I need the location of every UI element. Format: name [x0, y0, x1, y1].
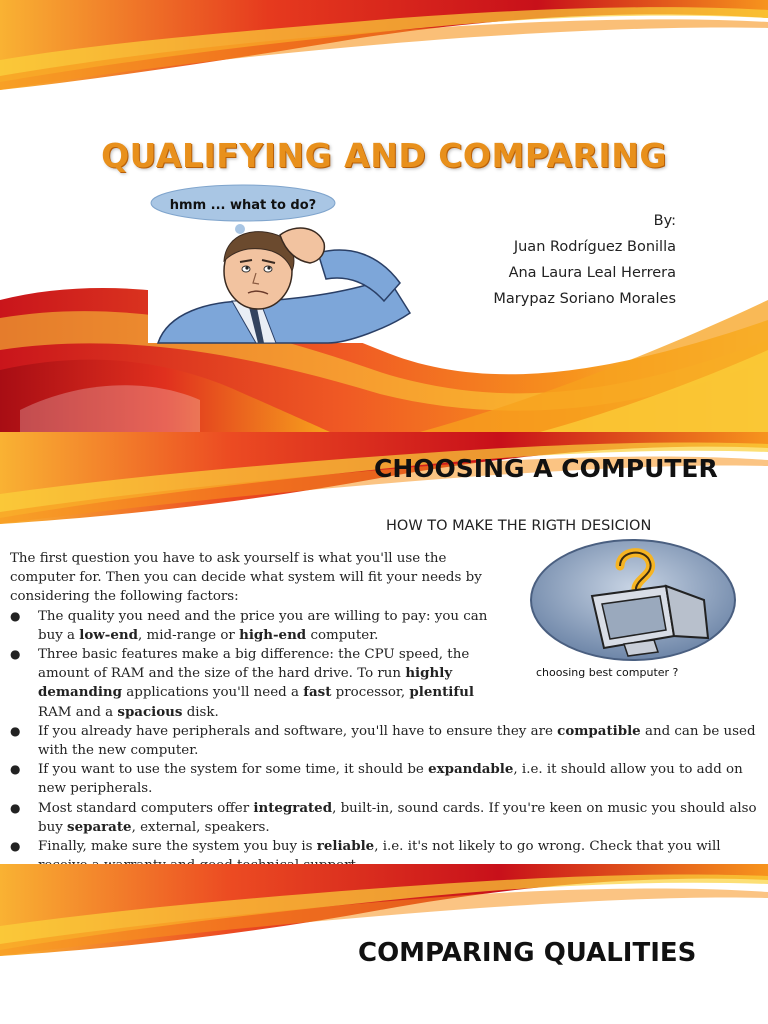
confused-man-illustration [148, 183, 418, 343]
list-item: ● If you already have peripherals and software, you'll have to ensure they are compatible and can be used with the new computer. [10, 722, 765, 760]
slide-subheading: HOW TO MAKE THE RIGTH DESICION [386, 518, 652, 534]
slide-title [0, 0, 768, 432]
by-label: By: [653, 213, 676, 229]
list-item: ● Three basic features make a big difference: the CPU speed, the amount of RAM and the size of the hard drive. To run highly demanding applications you'll need a fast processor, plentiful RAM and a spacious disk. [10, 645, 765, 722]
author-name: Ana Laura Leal Herrera [508, 265, 676, 281]
author-list [493, 208, 676, 312]
list-item: ● The quality you need and the price you are willing to pay: you can buy a low-end, mid-range or high-end computer. [10, 607, 500, 645]
slide-comparing-qualities [0, 864, 768, 1024]
list-item: ● Finally, make sure the system you buy is reliable, i.e. it's not likely to go wrong. Check that you will [10, 837, 765, 875]
factors-text [10, 549, 765, 875]
thought-bubble-text: hmm ... what to do? [169, 198, 317, 213]
list-item: ● If you want to use the system for some time, it should be expandable, i.e. it should allow you to add on new peripherals. [10, 760, 765, 798]
slide-heading: COMPARING QUALITIES [358, 938, 697, 968]
list-item: ● Most standard computers offer integrated, built-in, sound cards. If you're keen on music you should also buy separate, external, speakers. [10, 799, 765, 837]
presentation-title: QUALIFYING AND COMPARING [101, 136, 667, 175]
slide-choosing-computer [0, 432, 768, 864]
intro-paragraph: The first question you have to ask yourself is what you'll use the computer for. Then you can decide what system will fit your needs by considering the following factors: [10, 551, 482, 605]
author-name: Marypaz Soriano Morales [493, 291, 676, 307]
slide-heading: CHOOSING A COMPUTER [374, 454, 718, 483]
factor-list [10, 607, 765, 876]
author-name: Juan Rodríguez Bonilla [513, 239, 676, 255]
image-caption: choosing best computer ? [536, 666, 679, 679]
